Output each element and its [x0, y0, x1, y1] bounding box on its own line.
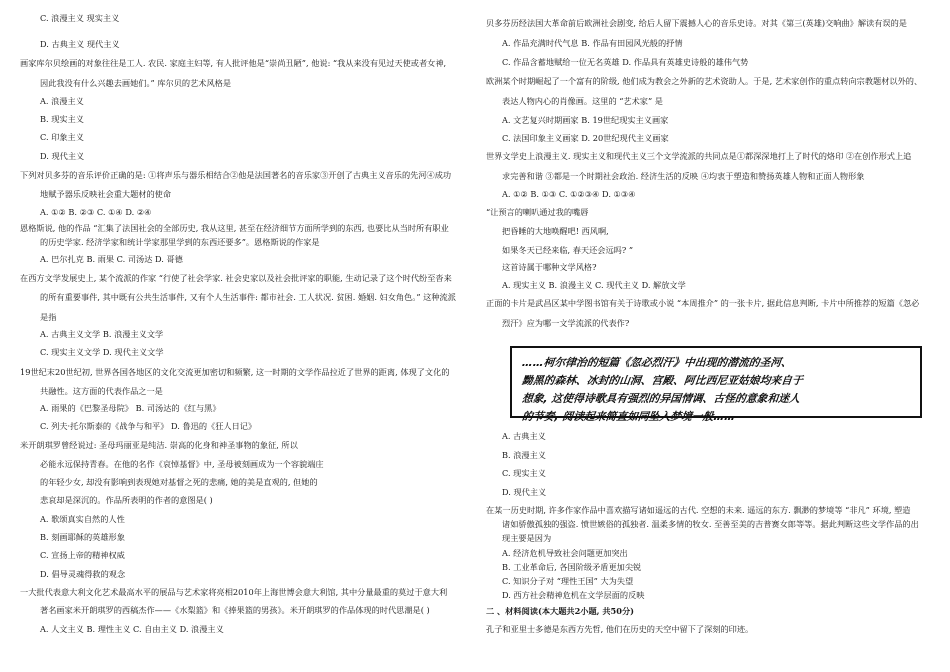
text-line: A. 雨果的《巴黎圣母院》 B. 司汤达的《红与黑》 [40, 403, 221, 413]
text-line: 地赋予器乐反映社会重大题材的使命 [40, 189, 172, 199]
text-line: C. 法国印象主义画家 D. 20世纪现代主义画家 [502, 133, 669, 143]
text-line: 求完善和谐 ③都是一个时期社会政治. 经济生活的反映 ④均衷于塑造和赞扬英雄人物和正面人物形象 [502, 171, 865, 181]
text-line: 诸如骄傲孤独的强盗. 愤世嫉俗的孤独者. 温柔多情的牧女. 至善至美的吉普赛女郎等等。据此判断这些文学作品的出 [502, 519, 919, 529]
text-line: A. 文艺复兴时期画家 B. 19世纪现实主义画家 [502, 115, 669, 125]
text-line: D. 现代主义 [40, 151, 85, 161]
text-line: A. 古典主义文学 B. 浪漫主义文学 [40, 329, 164, 339]
text-line: 正面的卡片是武昌区某中学图书馆有关于诗歌或小说 “本周推介” 的一张卡片, 据此信息判断, 卡片中所推荐的短篇《忽必 [486, 298, 920, 308]
text-line: 把昏睡的大地唤醒吧! 西风啊, [502, 226, 609, 236]
text-line: 的所有重要事件, 其中既有公共生活事件, 又有个人生活事件: 都市社会. 工人状况. 贫困. 婚姻. 妇女角色。” 这种流派 [40, 292, 456, 302]
text-line: A. 人文主义 B. 理性主义 C. 自由主义 D. 浪漫主义 [40, 624, 224, 634]
text-line: A. 现实主义 B. 浪漫主义 C. 现代主义 D. 解放文学 [502, 280, 686, 290]
text-line: 因此我没有什么兴趣去画她们。” 库尔贝的艺术风格是 [40, 78, 232, 88]
poem-line: ……柯尔律治的短篇《忽必烈汗》中出现的潜流的圣河、 [521, 356, 793, 369]
text-line: B. 浪漫主义 [502, 450, 546, 460]
text-line: A. 作品充满时代气息 B. 作品有田园风光般的抒情 [502, 38, 683, 48]
text-line: A. ①② B. ②③ C. ①④ D. ②④ [40, 207, 152, 217]
text-line: 表达人物内心的肖像画。这里的 “艺术家” 是 [502, 96, 663, 106]
text-line: 共融性。这方面的代表作品之一是 [40, 386, 163, 396]
text-line: 现主要是因为 [502, 533, 552, 543]
text-line: C. 现实主义文学 D. 现代主义文学 [40, 347, 164, 357]
poem-line: 的节奏, 阅读起来简直如同坠入梦境一般…… [521, 410, 736, 423]
text-line: 如果冬天已经来临, 春天还会远吗? ” [502, 245, 634, 255]
text-line: 二 、材料阅读(本大题共2小题, 共50分) [486, 606, 635, 616]
poem-line: 想象, 这使得诗歌具有强烈的异国情调、古怪的意象和迷人 [521, 392, 801, 405]
poem-card [510, 346, 922, 423]
text-line: C. 宣扬上帝的精神权威 [40, 550, 125, 560]
text-line: C. 现实主义 [502, 468, 546, 478]
text-line: B. 工业革命后, 各国阶级矛盾更加尖锐 [502, 562, 642, 572]
text-line: “让预言的喇叭通过我的嘴唇 [486, 207, 589, 217]
left-column [0, 0, 460, 672]
text-line: 烈汗》应为哪一文学流派的代表作? [502, 318, 630, 328]
text-line: 的年轻少女, 却没有影响到表现她对基督之死的悲痛, 她的美是直观的, 但她的 [40, 477, 318, 487]
text-line: A. 经济危机导致社会问题更加突出 [502, 548, 628, 558]
text-line: C. 浪漫主义 现实主义 [40, 13, 120, 23]
text-line: 这首诗属于哪种文学风格? [502, 262, 597, 272]
text-line: A. 古典主义 [502, 431, 546, 441]
text-line: 下列对贝多芬的音乐评价正确的是: ①将声乐与器乐相结合②他是法国著名的音乐家③开创了古典主义音乐的先河④成功 [20, 170, 452, 180]
text-line: D. 现代主义 [502, 487, 547, 497]
text-line: A. ①② B. ①③ C. ①②③④ D. ①③④ [502, 189, 636, 199]
text-line: 一大批代表意大利文化艺术最高水平的展品与艺术家将亮相2010年上海世博会意大利馆, 其中分量最重的莫过于意大利 [20, 587, 448, 597]
text-line: C. 作品含蓄地赋给一位无名英雄 D. 作品具有英雄史诗般的雄伟气势 [502, 57, 749, 67]
text-line: B. 现实主义 [40, 114, 84, 124]
text-line: C. 知识分子对 “理性王国” 大为失望 [502, 576, 634, 586]
text-line: 欧洲某个时期崛起了一个富有的阶级, 他们成为教会之外新的艺术资助人。于是, 艺术家创作的重点转向宗教题材以外的、 [486, 76, 923, 86]
text-line: A. 歌颂真实自然的人性 [40, 514, 125, 524]
text-line: 孔子和亚里士多德是东西方先哲, 他们在历史的天空中留下了深刻的印迹。 [486, 624, 754, 634]
text-line: C. 印象主义 [40, 132, 84, 142]
text-line: 著名画家米开朗琪罗的西稿杰作——《水梨篮》和《捧果篮的男孩》。米开朗琪罗的作品体现的时代思潮是( ) [40, 605, 430, 615]
text-line: C. 列夫·托尔斯泰的《战争与和平》 D. 鲁迅的《狂人日记》 [40, 421, 257, 431]
text-line: 在某一历史时期, 许多作家作品中喜欢描写诸如遥远的古代. 空想的未来. 遥远的东方. 飘渺的梦境等 “非凡” 环境, 塑造 [486, 505, 911, 515]
poem-line: 黝黑的森林、冰封的山洞、宫殿、阿比西尼亚姑娘均来自于 [521, 374, 804, 387]
text-line: 是指 [40, 312, 57, 322]
text-line: B. 刻画耶稣的英雄形象 [40, 532, 125, 542]
text-line: 世界文学史上浪漫主义. 现实主义和现代主义三个文学流派的共同点是①都深深地打上了时代的烙印 ②在创作形式上追 [486, 151, 912, 161]
text-line: 贝多芬历经法国大革命前后欧洲社会剧变, 给后人留下震撼人心的音乐史诗。对其《第三(英雄)交响曲》解读有误的是 [486, 18, 907, 28]
text-line: 19世纪末20世纪初, 世界各国各地区的文化交流更加密切和频繁, 这一时期的文学作品拉近了世界的距离, 体现了文化的 [20, 367, 450, 377]
text-line: 画家库尔贝绘画的对象往往是工人. 农民. 家庭主妇等, 有人批评他是“崇尚丑陋”, 他说: “我从来没有见过天使或者女神, [20, 58, 447, 68]
text-line: A. 巴尔扎克 B. 雨果 C. 司汤达 D. 哥德 [40, 254, 183, 264]
text-line: 恩格斯说, 他的作品 “汇集了法国社会的全部历史, 我从这里, 甚至在经济细节方面所学到的东西, 也要比从当时所有职业 [20, 223, 449, 233]
text-line: D. 西方社会精神危机在文学层面的反映 [502, 590, 645, 600]
text-line: 的历史学家. 经济学家和统计学家那里学到的东西还要多”。恩格斯说的作家是 [40, 237, 320, 247]
right-column [478, 0, 938, 672]
text-line: 在西方文学发展史上, 某个流派的作家 “行使了社会学家. 社会史家以及社会批评家的职能, 生动记录了这个时代纷至沓来 [20, 273, 452, 283]
text-line: D. 倡导灵魂得救的观念 [40, 569, 126, 579]
text-line: D. 古典主义 现代主义 [40, 39, 120, 49]
text-line: 必能永远保持青春。在他的名作《哀悼基督》中, 圣母被刻画成为一个容貌端庄 [40, 459, 324, 469]
text-line: A. 浪漫主义 [40, 96, 84, 106]
text-line: 悲哀却是深沉的。作品所表明的作者的意图是( ) [40, 495, 213, 505]
text-line: 米开朗琪罗曾经说过: 圣母玛丽亚是纯洁. 崇高的化身和神圣事物的象征, 所以 [20, 440, 298, 450]
